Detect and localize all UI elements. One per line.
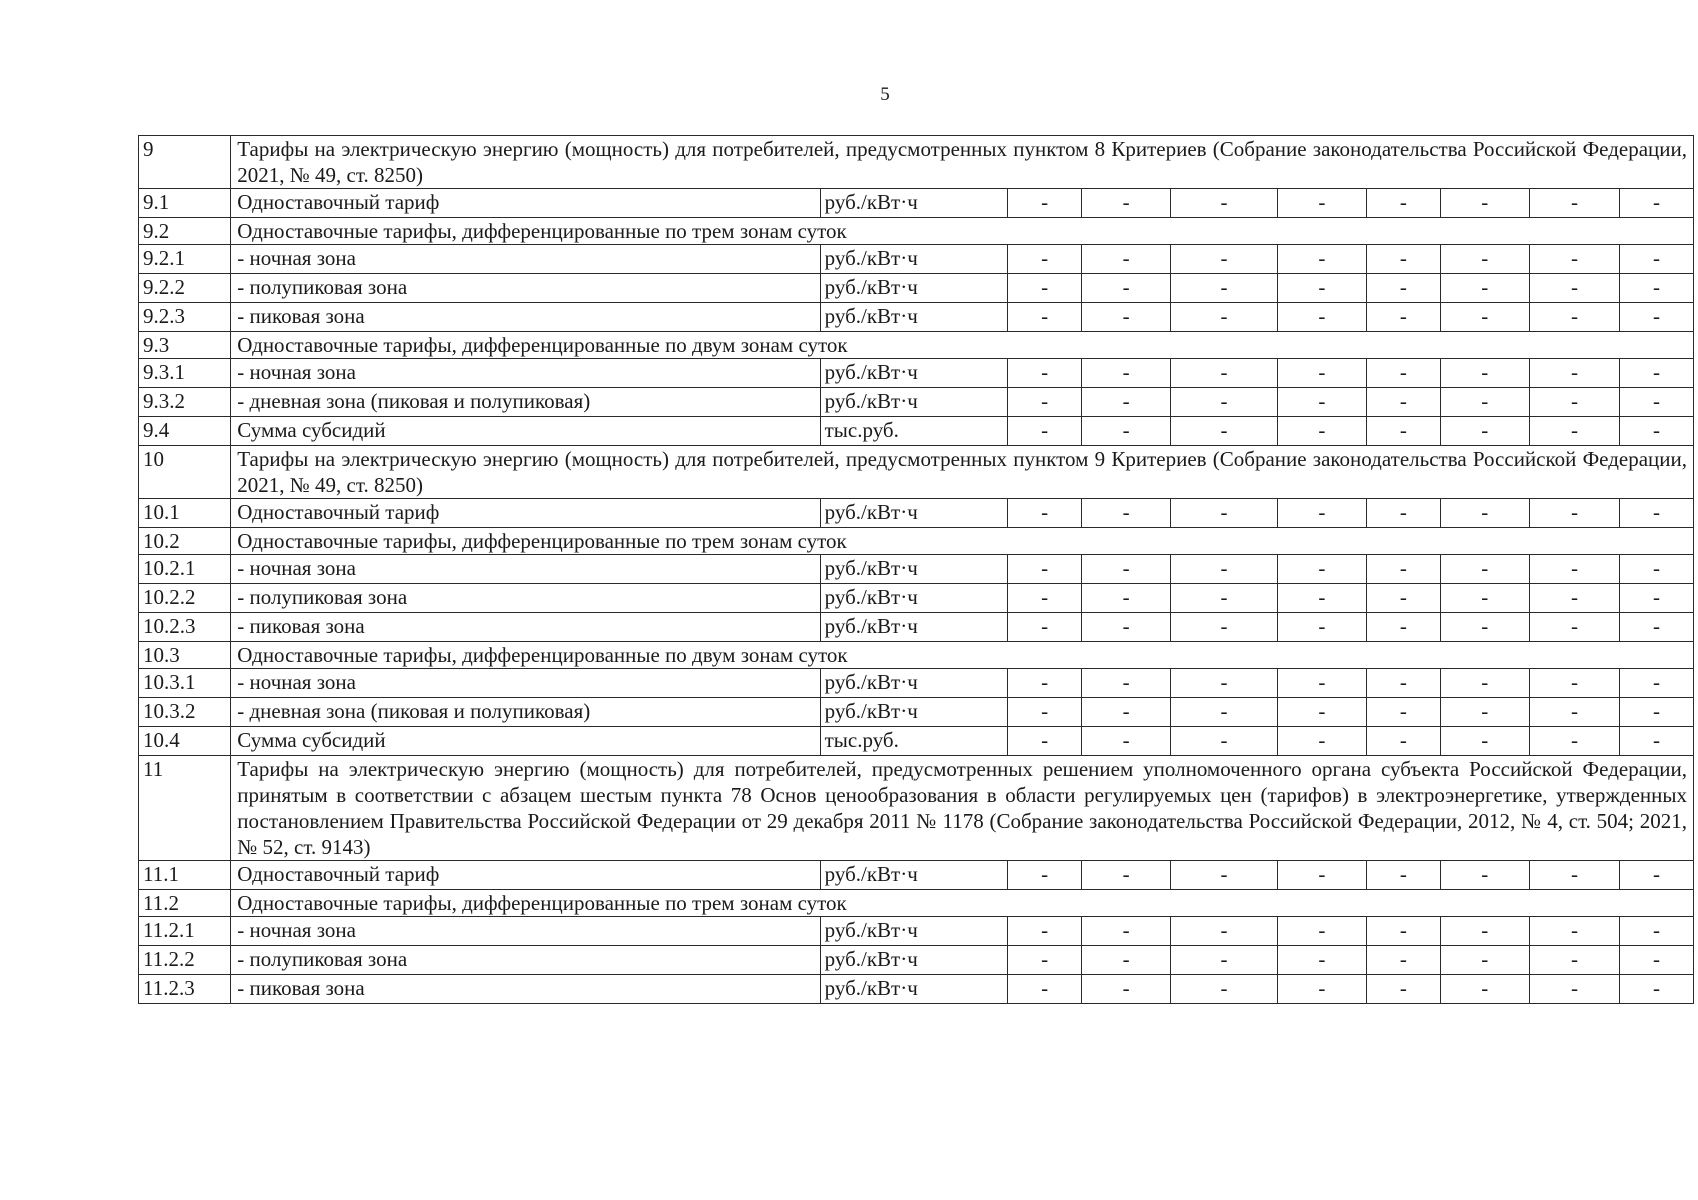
row-number: 10.2.3 (139, 613, 231, 642)
row-description: - ночная зона (231, 669, 820, 698)
value-cell: - (1529, 613, 1619, 642)
value-cell: - (1081, 861, 1170, 890)
value-cell: - (1620, 584, 1694, 613)
value-cell: - (1620, 274, 1694, 303)
row-number: 9.3 (139, 332, 231, 359)
value-cell: - (1008, 555, 1082, 584)
value-cell: - (1366, 359, 1440, 388)
value-cell: - (1008, 359, 1082, 388)
value-cell: - (1366, 861, 1440, 890)
value-cell: - (1171, 698, 1278, 727)
value-cell: - (1081, 555, 1170, 584)
value-cell: - (1008, 417, 1082, 446)
value-cell: - (1171, 245, 1278, 274)
value-cell: - (1081, 917, 1170, 946)
row-unit: руб./кВт·ч (820, 861, 1008, 890)
value-cell: - (1366, 698, 1440, 727)
row-description: - дневная зона (пиковая и полупиковая) (231, 698, 820, 727)
value-cell: - (1529, 861, 1619, 890)
value-cell: - (1081, 698, 1170, 727)
row-description: Сумма субсидий (231, 417, 820, 446)
value-cell: - (1620, 388, 1694, 417)
value-cell: - (1277, 189, 1366, 218)
value-cell: - (1366, 917, 1440, 946)
row-unit: руб./кВт·ч (820, 388, 1008, 417)
row-description: - ночная зона (231, 555, 820, 584)
value-cell: - (1277, 975, 1366, 1004)
row-unit: тыс.руб. (820, 727, 1008, 756)
value-cell: - (1440, 388, 1529, 417)
section-header-row (139, 756, 1694, 861)
table-row (139, 975, 1694, 1004)
table-row (139, 727, 1694, 756)
value-cell: - (1277, 555, 1366, 584)
row-number: 10 (139, 446, 231, 499)
value-cell: - (1620, 975, 1694, 1004)
value-cell: - (1529, 698, 1619, 727)
table-row (139, 861, 1694, 890)
row-unit: руб./кВт·ч (820, 189, 1008, 218)
value-cell: - (1529, 499, 1619, 528)
value-cell: - (1008, 861, 1082, 890)
value-cell: - (1081, 189, 1170, 218)
group-row (139, 332, 1694, 359)
row-unit: руб./кВт·ч (820, 555, 1008, 584)
table-row (139, 946, 1694, 975)
row-description: - дневная зона (пиковая и полупиковая) (231, 388, 820, 417)
value-cell: - (1440, 698, 1529, 727)
row-unit: руб./кВт·ч (820, 669, 1008, 698)
row-number: 9 (139, 136, 231, 189)
tariff-table (138, 135, 1694, 1004)
value-cell: - (1366, 946, 1440, 975)
table-row (139, 584, 1694, 613)
value-cell: - (1081, 613, 1170, 642)
value-cell: - (1171, 861, 1278, 890)
value-cell: - (1081, 388, 1170, 417)
value-cell: - (1171, 613, 1278, 642)
row-description: Одноставочный тариф (231, 499, 820, 528)
value-cell: - (1366, 388, 1440, 417)
value-cell: - (1171, 417, 1278, 446)
group-row (139, 528, 1694, 555)
value-cell: - (1529, 189, 1619, 218)
row-description: Одноставочные тарифы, дифференцированные по двум зонам суток (231, 332, 1694, 359)
value-cell: - (1277, 303, 1366, 332)
value-cell: - (1620, 417, 1694, 446)
row-description: Одноставочные тарифы, дифференцированные по двум зонам суток (231, 642, 1694, 669)
section-header-row (139, 136, 1694, 189)
value-cell: - (1366, 274, 1440, 303)
table-row (139, 613, 1694, 642)
value-cell: - (1440, 613, 1529, 642)
row-number: 10.3.2 (139, 698, 231, 727)
row-number: 9.2.3 (139, 303, 231, 332)
value-cell: - (1277, 417, 1366, 446)
row-number: 9.3.2 (139, 388, 231, 417)
value-cell: - (1620, 613, 1694, 642)
group-row (139, 642, 1694, 669)
value-cell: - (1366, 727, 1440, 756)
row-number: 10.4 (139, 727, 231, 756)
row-description: - полупиковая зона (231, 584, 820, 613)
value-cell: - (1008, 669, 1082, 698)
row-description: - ночная зона (231, 245, 820, 274)
row-unit: руб./кВт·ч (820, 975, 1008, 1004)
value-cell: - (1440, 499, 1529, 528)
value-cell: - (1366, 613, 1440, 642)
value-cell: - (1440, 189, 1529, 218)
value-cell: - (1620, 189, 1694, 218)
row-number: 9.2.1 (139, 245, 231, 274)
value-cell: - (1171, 917, 1278, 946)
value-cell: - (1620, 245, 1694, 274)
value-cell: - (1008, 245, 1082, 274)
table-row (139, 555, 1694, 584)
value-cell: - (1081, 499, 1170, 528)
row-description: Одноставочные тарифы, дифференцированные по трем зонам суток (231, 528, 1694, 555)
value-cell: - (1440, 584, 1529, 613)
row-description: - ночная зона (231, 917, 820, 946)
row-description: - пиковая зона (231, 303, 820, 332)
value-cell: - (1620, 946, 1694, 975)
value-cell: - (1008, 388, 1082, 417)
value-cell: - (1440, 669, 1529, 698)
value-cell: - (1529, 245, 1619, 274)
value-cell: - (1008, 613, 1082, 642)
row-description: - пиковая зона (231, 613, 820, 642)
value-cell: - (1171, 189, 1278, 218)
value-cell: - (1081, 975, 1170, 1004)
value-cell: - (1529, 388, 1619, 417)
value-cell: - (1277, 274, 1366, 303)
value-cell: - (1171, 669, 1278, 698)
value-cell: - (1366, 584, 1440, 613)
value-cell: - (1008, 946, 1082, 975)
value-cell: - (1081, 417, 1170, 446)
table-row (139, 669, 1694, 698)
row-description: Тарифы на электрическую энергию (мощность) для потребителей, предусмотренных пунктом 8 Критериев (Собрание законодательства Российской Федерации, 2021, № 49, ст. 8250) (231, 136, 1694, 189)
value-cell: - (1277, 499, 1366, 528)
value-cell: - (1171, 359, 1278, 388)
value-cell: - (1366, 499, 1440, 528)
row-description: Тарифы на электрическую энергию (мощность) для потребителей, предусмотренных пунктом 9 Критериев (Собрание законодательства Российской Федерации, 2021, № 49, ст. 8250) (231, 446, 1694, 499)
value-cell: - (1529, 555, 1619, 584)
table-row (139, 274, 1694, 303)
value-cell: - (1081, 359, 1170, 388)
table-row (139, 303, 1694, 332)
table-row (139, 388, 1694, 417)
row-number: 10.2.1 (139, 555, 231, 584)
value-cell: - (1081, 727, 1170, 756)
table-body (139, 136, 1694, 1004)
value-cell: - (1440, 917, 1529, 946)
value-cell: - (1008, 189, 1082, 218)
row-number: 10.3 (139, 642, 231, 669)
row-description: - полупиковая зона (231, 274, 820, 303)
value-cell: - (1277, 388, 1366, 417)
section-header-row (139, 446, 1694, 499)
value-cell: - (1277, 946, 1366, 975)
row-description: - ночная зона (231, 359, 820, 388)
value-cell: - (1008, 975, 1082, 1004)
value-cell: - (1277, 861, 1366, 890)
group-row (139, 218, 1694, 245)
value-cell: - (1366, 555, 1440, 584)
value-cell: - (1620, 669, 1694, 698)
value-cell: - (1277, 245, 1366, 274)
value-cell: - (1171, 499, 1278, 528)
row-number: 11 (139, 756, 231, 861)
row-description: Тарифы на электрическую энергию (мощность) для потребителей, предусмотренных решением уполномоченного органа субъекта Российской Федерации, принятым в соответствии с абзацем шестым пункта 78 Основ ценообразования в области регулируемых цен (тарифов) в электроэнергетике, утвержденных постановлением Правительства Российской Федерации от 29 декабря 2011 № 1178 (Собрание законодательства Российской Федерации, 2012, № 4, ст. 504; 2021, № 52, ст. 9143) (231, 756, 1694, 861)
value-cell: - (1081, 274, 1170, 303)
value-cell: - (1008, 727, 1082, 756)
row-number: 9.4 (139, 417, 231, 446)
value-cell: - (1008, 499, 1082, 528)
value-cell: - (1171, 975, 1278, 1004)
value-cell: - (1529, 417, 1619, 446)
table-row (139, 499, 1694, 528)
value-cell: - (1171, 303, 1278, 332)
value-cell: - (1529, 946, 1619, 975)
row-number: 10.2 (139, 528, 231, 555)
value-cell: - (1366, 669, 1440, 698)
value-cell: - (1081, 245, 1170, 274)
value-cell: - (1171, 727, 1278, 756)
row-description: - полупиковая зона (231, 946, 820, 975)
value-cell: - (1529, 359, 1619, 388)
row-unit: руб./кВт·ч (820, 698, 1008, 727)
value-cell: - (1171, 555, 1278, 584)
row-unit: тыс.руб. (820, 417, 1008, 446)
value-cell: - (1277, 698, 1366, 727)
row-unit: руб./кВт·ч (820, 245, 1008, 274)
value-cell: - (1008, 698, 1082, 727)
row-number: 11.2.3 (139, 975, 231, 1004)
value-cell: - (1277, 613, 1366, 642)
table-row (139, 698, 1694, 727)
value-cell: - (1529, 727, 1619, 756)
value-cell: - (1366, 303, 1440, 332)
value-cell: - (1440, 727, 1529, 756)
row-number: 10.3.1 (139, 669, 231, 698)
table-row (139, 417, 1694, 446)
row-unit: руб./кВт·ч (820, 303, 1008, 332)
value-cell: - (1440, 555, 1529, 584)
row-unit: руб./кВт·ч (820, 917, 1008, 946)
value-cell: - (1529, 917, 1619, 946)
row-number: 9.1 (139, 189, 231, 218)
value-cell: - (1277, 359, 1366, 388)
value-cell: - (1440, 245, 1529, 274)
row-unit: руб./кВт·ч (820, 499, 1008, 528)
value-cell: - (1277, 727, 1366, 756)
value-cell: - (1620, 861, 1694, 890)
row-number: 11.1 (139, 861, 231, 890)
value-cell: - (1620, 698, 1694, 727)
row-unit: руб./кВт·ч (820, 584, 1008, 613)
value-cell: - (1008, 917, 1082, 946)
value-cell: - (1171, 584, 1278, 613)
value-cell: - (1440, 359, 1529, 388)
value-cell: - (1620, 303, 1694, 332)
row-unit: руб./кВт·ч (820, 613, 1008, 642)
value-cell: - (1081, 669, 1170, 698)
row-unit: руб./кВт·ч (820, 946, 1008, 975)
value-cell: - (1620, 359, 1694, 388)
value-cell: - (1440, 861, 1529, 890)
row-unit: руб./кВт·ч (820, 274, 1008, 303)
value-cell: - (1008, 584, 1082, 613)
value-cell: - (1620, 727, 1694, 756)
row-number: 11.2 (139, 890, 231, 917)
value-cell: - (1171, 388, 1278, 417)
value-cell: - (1171, 946, 1278, 975)
value-cell: - (1277, 584, 1366, 613)
value-cell: - (1366, 245, 1440, 274)
row-number: 11.2.2 (139, 946, 231, 975)
value-cell: - (1277, 917, 1366, 946)
value-cell: - (1440, 303, 1529, 332)
value-cell: - (1366, 189, 1440, 218)
value-cell: - (1529, 975, 1619, 1004)
value-cell: - (1277, 669, 1366, 698)
value-cell: - (1171, 274, 1278, 303)
value-cell: - (1081, 303, 1170, 332)
value-cell: - (1081, 584, 1170, 613)
value-cell: - (1529, 669, 1619, 698)
value-cell: - (1440, 417, 1529, 446)
value-cell: - (1081, 946, 1170, 975)
value-cell: - (1440, 946, 1529, 975)
value-cell: - (1529, 584, 1619, 613)
value-cell: - (1440, 274, 1529, 303)
value-cell: - (1440, 975, 1529, 1004)
table-row (139, 917, 1694, 946)
row-description: Одноставочные тарифы, дифференцированные по трем зонам суток (231, 890, 1694, 917)
value-cell: - (1008, 303, 1082, 332)
value-cell: - (1366, 975, 1440, 1004)
row-number: 10.1 (139, 499, 231, 528)
table-row (139, 359, 1694, 388)
value-cell: - (1620, 917, 1694, 946)
table-row (139, 189, 1694, 218)
row-description: Сумма субсидий (231, 727, 820, 756)
row-description: Одноставочный тариф (231, 861, 820, 890)
group-row (139, 890, 1694, 917)
value-cell: - (1620, 499, 1694, 528)
row-description: Одноставочные тарифы, дифференцированные по трем зонам суток (231, 218, 1694, 245)
page-number: 5 (880, 84, 890, 105)
table-row (139, 245, 1694, 274)
value-cell: - (1529, 274, 1619, 303)
value-cell: - (1366, 417, 1440, 446)
row-number: 10.2.2 (139, 584, 231, 613)
row-number: 9.2 (139, 218, 231, 245)
row-number: 9.2.2 (139, 274, 231, 303)
value-cell: - (1529, 303, 1619, 332)
value-cell: - (1620, 555, 1694, 584)
row-number: 11.2.1 (139, 917, 231, 946)
row-number: 9.3.1 (139, 359, 231, 388)
value-cell: - (1008, 274, 1082, 303)
row-unit: руб./кВт·ч (820, 359, 1008, 388)
row-description: Одноставочный тариф (231, 189, 820, 218)
row-description: - пиковая зона (231, 975, 820, 1004)
